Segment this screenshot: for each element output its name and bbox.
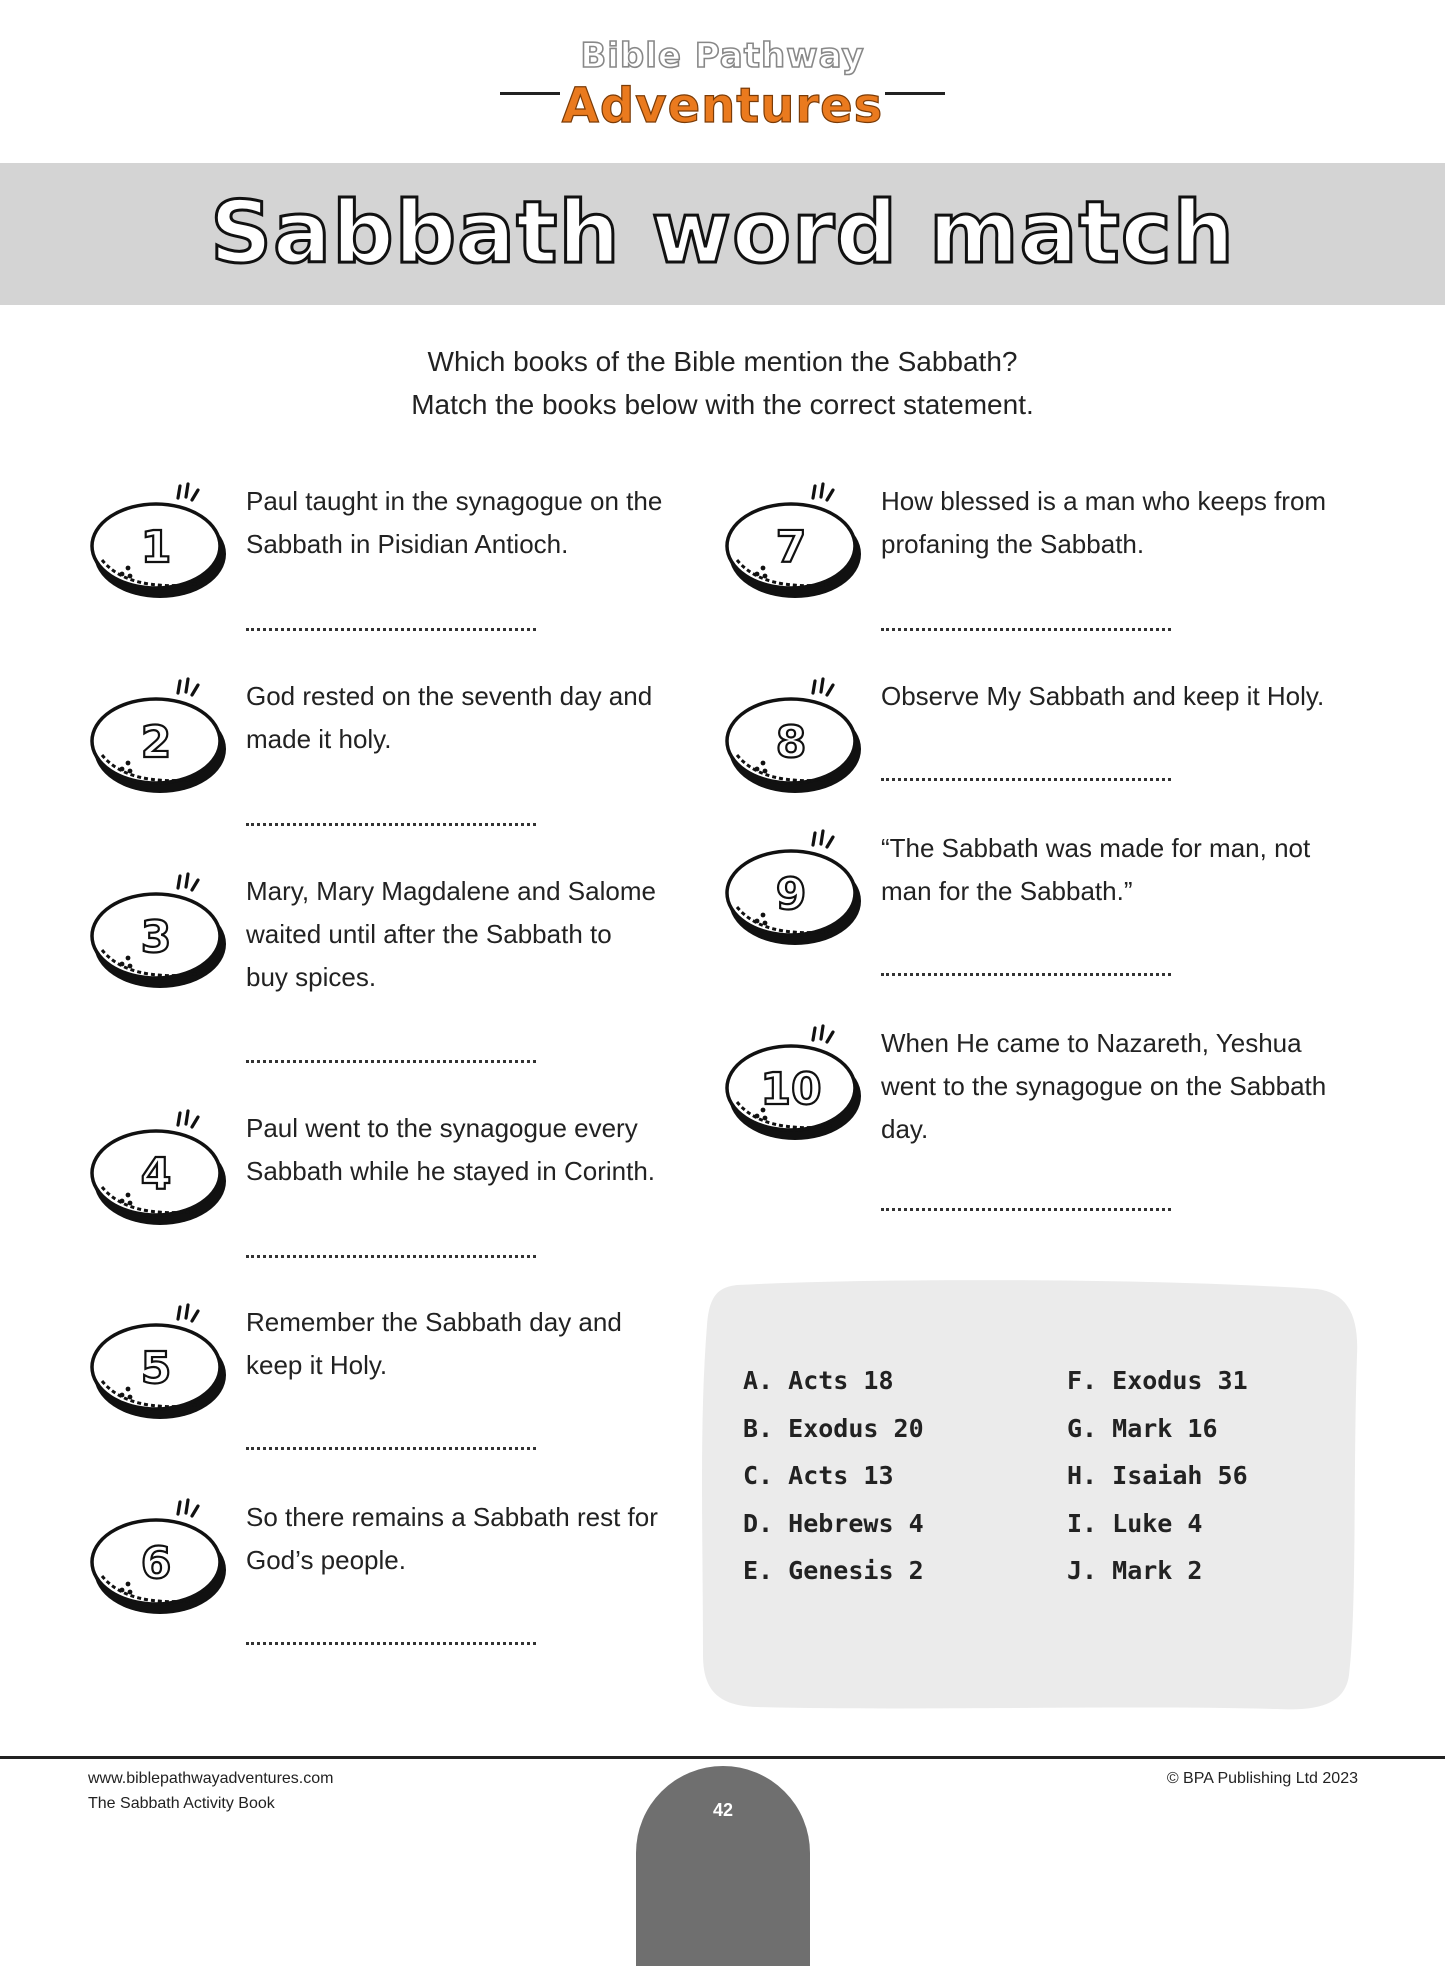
number-badge-icon bbox=[88, 1107, 238, 1227]
badge-number: 8 bbox=[775, 717, 807, 768]
badge-number: 7 bbox=[775, 522, 807, 573]
answer-line[interactable] bbox=[246, 1255, 536, 1258]
bank-item: E. Genesis 2 bbox=[743, 1556, 924, 1585]
answer-line[interactable] bbox=[881, 973, 1171, 976]
footer-rule bbox=[0, 1756, 1445, 1759]
question-text: When He came to Nazareth, Yeshua went to the synagogue on the Sabbath day. bbox=[881, 1028, 1327, 1144]
answer-line[interactable] bbox=[881, 628, 1171, 631]
answer-line[interactable] bbox=[881, 1208, 1171, 1211]
word-bank-left-column bbox=[743, 1357, 924, 1595]
page-number-tab bbox=[636, 1766, 810, 1966]
badge-number: 10 bbox=[760, 1064, 822, 1115]
bank-item: F. Exodus 31 bbox=[1067, 1366, 1248, 1395]
number-badge-icon bbox=[88, 1301, 238, 1421]
bank-item: G. Mark 16 bbox=[1067, 1413, 1218, 1443]
answer-line[interactable] bbox=[246, 628, 536, 631]
question-text: “The Sabbath was made for man, not man for the Sabbath.” bbox=[881, 833, 1311, 906]
number-badge-icon bbox=[88, 870, 238, 990]
answer-line[interactable] bbox=[246, 1642, 536, 1645]
bank-item: B. Exodus 20 bbox=[743, 1413, 924, 1443]
number-badge-icon bbox=[88, 675, 238, 795]
number-badge-icon bbox=[723, 675, 873, 795]
logo-text-top: Bible Pathway bbox=[580, 36, 865, 76]
answer-line[interactable] bbox=[246, 823, 536, 826]
number-badge-icon bbox=[723, 827, 873, 947]
bank-item: C. Acts 13 bbox=[743, 1461, 894, 1490]
word-bank bbox=[697, 1275, 1360, 1713]
title-band bbox=[0, 163, 1445, 305]
question-text: Remember the Sabbath day and keep it Holy. bbox=[246, 1307, 622, 1380]
question-text: Paul taught in the synagogue on the Sabbath in Pisidian Antioch. bbox=[246, 486, 663, 559]
page-number: 42 bbox=[712, 1800, 734, 1820]
question-text: How blessed is a man who keeps from profaning the Sabbath. bbox=[881, 486, 1327, 559]
badge-number: 5 bbox=[140, 1343, 172, 1394]
number-badge-icon bbox=[723, 480, 873, 600]
question-text: Mary, Mary Magdalene and Salome waited until after the Sabbath to buy spices. bbox=[246, 876, 656, 992]
bank-item: A. Acts 18 bbox=[743, 1366, 894, 1395]
instructions-line-1: Which books of the Bible mention the Sabbath? bbox=[427, 346, 1018, 377]
footer-website[interactable]: www.biblepathwayadventures.com bbox=[88, 1770, 334, 1787]
bank-item: H. Isaiah 56 bbox=[1067, 1461, 1248, 1490]
instructions-line-2: Match the books below with the correct statement. bbox=[411, 389, 1034, 420]
badge-number: 2 bbox=[140, 717, 172, 768]
bank-item: D. Hebrews 4 bbox=[743, 1508, 924, 1538]
badge-number: 1 bbox=[140, 522, 172, 573]
bank-item: J. Mark 2 bbox=[1067, 1556, 1203, 1585]
badge-number: 9 bbox=[775, 869, 807, 920]
answer-line[interactable] bbox=[881, 778, 1171, 781]
badge-number: 3 bbox=[140, 912, 172, 963]
logo bbox=[0, 36, 1445, 146]
footer-copyright: © BPA Publishing Ltd 2023 bbox=[1166, 1770, 1358, 1787]
question-text: Paul went to the synagogue every Sabbath while he stayed in Corinth. bbox=[246, 1113, 656, 1186]
badge-number: 4 bbox=[140, 1149, 172, 1200]
footer-book-title: The Sabbath Activity Book bbox=[88, 1795, 275, 1812]
number-badge-icon bbox=[88, 480, 238, 600]
page-title: Sabbath word match bbox=[210, 183, 1235, 283]
word-bank-right-column bbox=[1067, 1357, 1248, 1595]
bank-item: I. Luke 4 bbox=[1067, 1508, 1203, 1538]
badge-number: 6 bbox=[140, 1538, 172, 1589]
question-text: God rested on the seventh day and made it holy. bbox=[246, 681, 653, 754]
number-badge-icon bbox=[88, 1496, 238, 1616]
footer-left bbox=[88, 1766, 333, 1816]
logo-text-bottom: Adventures bbox=[561, 78, 884, 134]
number-badge-icon bbox=[723, 1022, 873, 1142]
answer-line[interactable] bbox=[246, 1447, 536, 1450]
answer-line[interactable] bbox=[246, 1060, 536, 1063]
question-text: Observe My Sabbath and keep it Holy. bbox=[881, 681, 1325, 711]
question-text: So there remains a Sabbath rest for God’s people. bbox=[246, 1502, 658, 1575]
instructions bbox=[0, 340, 1445, 426]
